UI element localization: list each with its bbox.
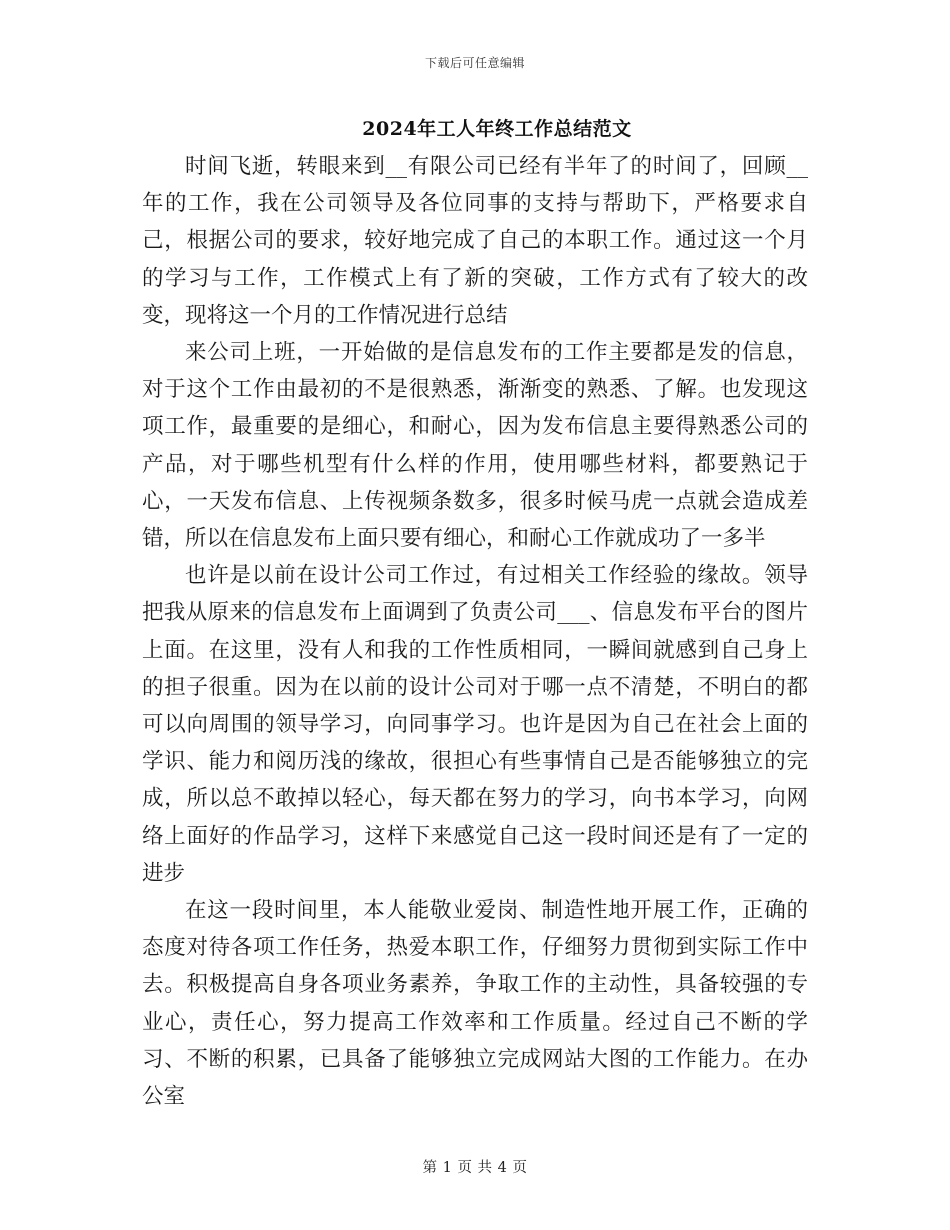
download-note: 下载后可任意编辑: [424, 56, 525, 70]
document-title: 2024年工人年终工作总结范文: [362, 118, 632, 140]
paragraph: 在这一段时间里，本人能敬业爱岗、制造性地开展工作，正确的态度对待各项工作任务，热爱本职工作，仔细努力贯彻到实际工作中去。积极提高自身各项业务素养，争取工作的主动性，具备较强的专业心，责任心，努力提高工作效率和工作质量。经过自己不断的学习、不断的积累，已具备了能够独立完成网站大图的工作能力。在办公室: [142, 898, 808, 1110]
paragraph: 来公司上班，一开始做的是信息发布的工作主要都是发的信息，对于这个工作由最初的不是很熟悉，渐渐变的熟悉、了解。也发现这项工作，最重要的是细心，和耐心，因为发布信息主要得熟悉公司的产品，对于哪些机型有什么样的作用，使用哪些材料，都要熟记于心，一天发布信息、上传视频条数多，很多时候马虎一点就会造成差错，所以在信息发布上面只要有细心，和耐心工作就成功了一多半: [142, 340, 808, 552]
paragraph: 也许是以前在设计公司工作过，有过相关工作经验的缘故。领导把我从原来的信息发布上面调到了负责公司___、信息发布平台的图片上面。在这里，没有人和我的工作性质相同，一瞬间就感到自己身上的担子很重。因为在以前的设计公司对于哪一点不清楚，不明白的都可以向周围的领导学习，向同事学习。也许是因为自己在社会上面的学识、能力和阅历浅的缘故，很担心有些事情自己是否能够独立的完成，所以总不敢掉以轻心，每天都在努力的学习，向书本学习，向网络上面好的作品学习，这样下来感觉自己这一段时间还是有了一定的进步: [142, 563, 808, 886]
document-body: [142, 148, 808, 1115]
page-number: 第 1 页 共 4 页: [422, 1160, 528, 1176]
paragraph: 时间飞逝，转眼来到__有限公司已经有半年了的时间了，回顾__年的工作，我在公司领导及各位同事的支持与帮助下，严格要求自己，根据公司的要求，较好地完成了自己的本职工作。通过这一个月的学习与工作，工作模式上有了新的突破，工作方式有了较大的改变，现将这一个月的工作情况进行总结: [142, 154, 808, 328]
